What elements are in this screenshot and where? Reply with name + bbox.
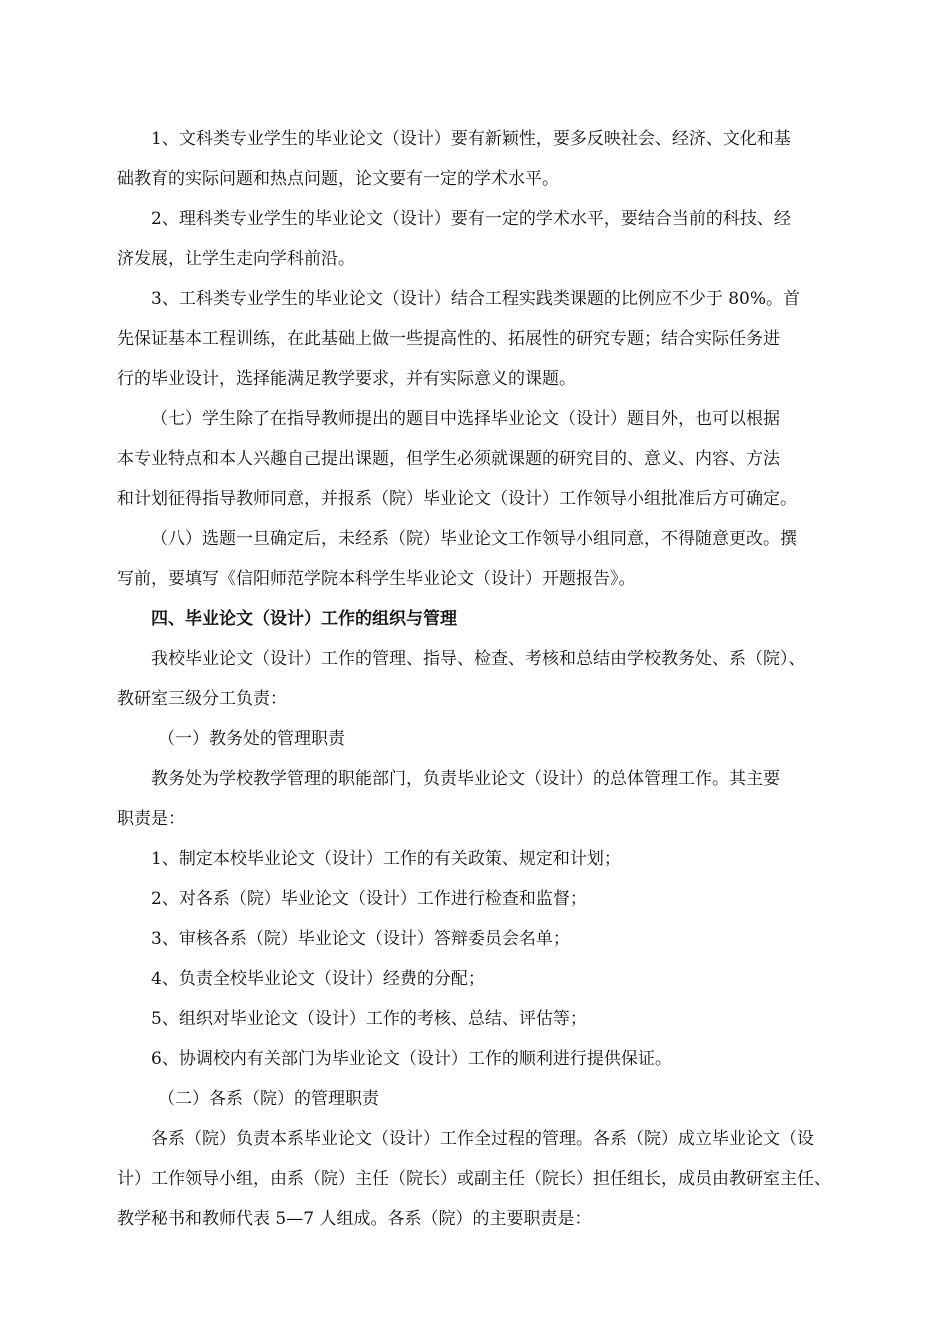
paragraph-line: 职责是： bbox=[117, 809, 185, 829]
subsection-heading: （二）各系（院）的管理职责 bbox=[158, 1089, 379, 1109]
paragraph-line: （七）学生除了在指导教师提出的题目中选择毕业论文（设计）题目外，也可以根据 bbox=[151, 409, 780, 429]
paragraph-line: 我校毕业论文（设计）工作的管理、指导、检查、考核和总结由学校教务处、系（院）、 bbox=[151, 649, 806, 669]
paragraph-line: 写前，要填写《信阳师范学院本科学生毕业论文（设计）开题报告》。 bbox=[117, 569, 636, 589]
paragraph-line: 和计划征得指导教师同意，并报系（院）毕业论文（设计）工作领导小组批准后方可确定。 bbox=[117, 489, 797, 509]
paragraph-line: 行的毕业设计，选择能满足教学要求，并有实际意义的课题。 bbox=[117, 369, 576, 389]
paragraph-line: 本专业特点和本人兴趣自己提出课题，但学生必须就课题的研究目的、意义、内容、方法 bbox=[117, 449, 780, 469]
paragraph-line: 教务处为学校教学管理的职能部门，负责毕业论文（设计）的总体管理工作。其主要 bbox=[151, 769, 780, 789]
section-heading: 四、毕业论文（设计）工作的组织与管理 bbox=[151, 609, 457, 629]
list-item: 5、组织对毕业论文（设计）工作的考核、总结、评估等； bbox=[151, 1009, 587, 1029]
paragraph-line: 先保证基本工程训练，在此基础上做一些提高性的、拓展性的研究专题；结合实际任务进 bbox=[117, 329, 780, 349]
list-item: 4、负责全校毕业论文（设计）经费的分配； bbox=[151, 969, 485, 989]
paragraph-line: 3、工科类专业学生的毕业论文（设计）结合工程实践类课题的比例应不少于 80%。首 bbox=[151, 289, 801, 309]
paragraph-line: （八）选题一旦确定后，未经系（院）毕业论文工作领导小组同意，不得随意更改。撰 bbox=[151, 529, 797, 549]
paragraph-line: 教学秘书和教师代表 5—7 人组成。各系（院）的主要职责是： bbox=[117, 1209, 592, 1229]
list-item: 1、制定本校毕业论文（设计）工作的有关政策、规定和计划； bbox=[151, 849, 621, 869]
list-item: 2、对各系（院）毕业论文（设计）工作进行检查和监督； bbox=[151, 889, 587, 909]
list-item: 6、协调校内有关部门为毕业论文（设计）工作的顺利进行提供保证。 bbox=[151, 1049, 672, 1069]
subsection-heading: （一）教务处的管理职责 bbox=[158, 729, 345, 749]
paragraph-line: 各系（院）负责本系毕业论文（设计）工作全过程的管理。各系（院）成立毕业论文（设 bbox=[151, 1129, 814, 1149]
paragraph-line: 济发展，让学生走向学科前沿。 bbox=[117, 249, 355, 269]
paragraph-line: 础教育的实际问题和热点问题，论文要有一定的学术水平。 bbox=[117, 169, 559, 189]
list-item: 3、审核各系（院）毕业论文（设计）答辩委员会名单； bbox=[151, 929, 570, 949]
paragraph-line: 1、文科类专业学生的毕业论文（设计）要有新颖性，要多反映社会、经济、文化和基 bbox=[151, 129, 791, 149]
paragraph-line: 教研室三级分工负责： bbox=[117, 689, 287, 709]
paragraph-line: 计）工作领导小组，由系（院）主任（院长）或副主任（院长）担任组长，成员由教研室主任、 bbox=[117, 1169, 831, 1189]
paragraph-line: 2、理科类专业学生的毕业论文（设计）要有一定的学术水平，要结合当前的科技、经 bbox=[151, 209, 791, 229]
